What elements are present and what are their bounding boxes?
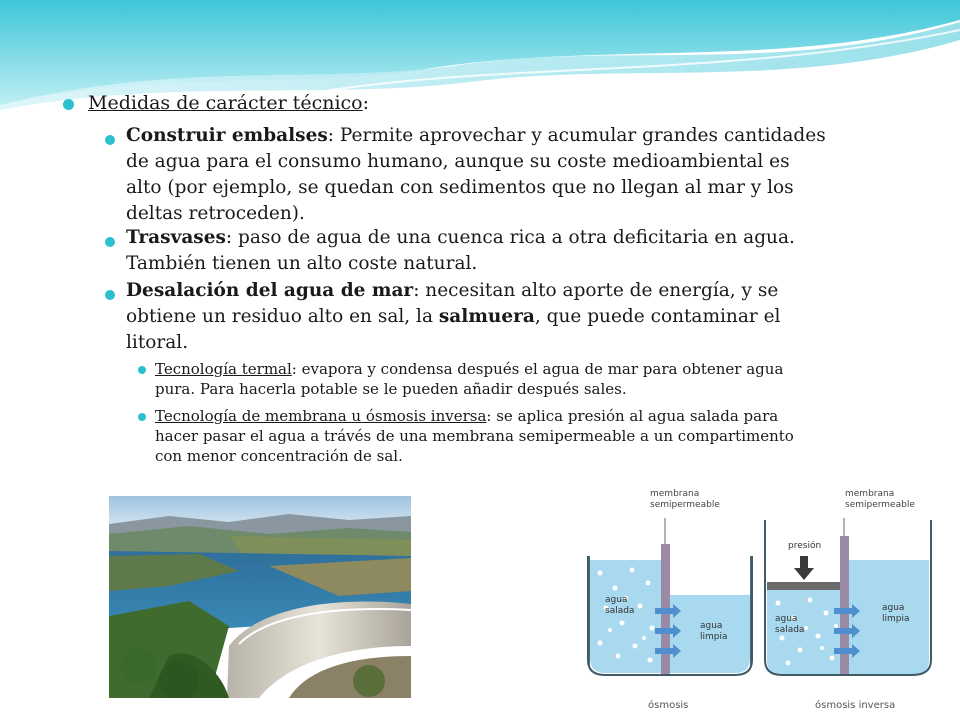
item-line: : paso de agua de una cuenca rica a otra deficitaria en agua. (225, 227, 795, 248)
caption-reverse-osmosis: ósmosis inversa (815, 700, 896, 711)
subitem-membrana (155, 406, 794, 466)
bullet-icon (105, 290, 115, 300)
heading-suffix: : (362, 92, 370, 114)
membrane-label: semipermeable (845, 500, 915, 510)
item-line: alto (por ejemplo, se quedan con sedimentos que no llegan al mar y los (126, 177, 794, 198)
salt-water-label: salada (605, 606, 635, 616)
salt-water-label: agua (775, 614, 798, 624)
clean-water-label: agua (882, 603, 905, 613)
bullet-icon (138, 366, 146, 374)
item-line: : necesitan alto aporte de energía, y se (413, 280, 779, 301)
membrane-label: membrana (845, 489, 895, 499)
salt-water-label: salada (775, 625, 805, 635)
slide-heading (88, 90, 369, 116)
caption-osmosis: ósmosis (648, 700, 689, 711)
bullet-icon (105, 237, 115, 247)
salmuera-term: salmuera (438, 306, 535, 327)
bullet-icon (105, 135, 115, 145)
membrane-label: membrana (650, 489, 700, 499)
osmosis-diagram (560, 478, 960, 720)
item-line: : Permite aprovechar y acumular grandes cantidades (327, 125, 826, 146)
item-line: de agua para el consumo humano, aunque su coste medioambiental es (126, 151, 790, 172)
item-embalses (126, 123, 826, 227)
item-title: Trasvases (126, 227, 226, 248)
subitem-line: : evapora y condensa después el agua de mar para obtener agua (291, 360, 784, 378)
dam-photo (109, 496, 411, 698)
item-line: También tienen un alto coste natural. (126, 253, 478, 274)
heading-text: Medidas de carácter técnico (88, 92, 363, 114)
item-line: obtiene un residuo alto en sal, la (126, 306, 439, 327)
clean-water-label: agua (700, 621, 723, 631)
item-title: Construir embalses (126, 125, 328, 146)
clean-water-label: limpia (882, 614, 910, 624)
salt-water-label: agua (605, 595, 628, 605)
item-line: , que puede contaminar el (534, 306, 781, 327)
membrane-label: semipermeable (650, 500, 720, 510)
item-trasvases (126, 225, 795, 277)
bullet-icon (63, 99, 74, 110)
subitem-title: Tecnología de membrana u ósmosis inversa (155, 407, 487, 425)
item-line: litoral. (126, 332, 189, 353)
item-desalacion (126, 278, 780, 356)
clean-water-label: limpia (700, 632, 728, 642)
subitem-termal (155, 359, 783, 399)
item-line: deltas retroceden). (126, 203, 305, 224)
subitem-line: : se aplica presión al agua salada para (486, 407, 779, 425)
subitem-line: pura. Para hacerla potable se le pueden añadir después sales. (155, 380, 627, 398)
subitem-line: con menor concentración de sal. (155, 447, 403, 465)
bullet-icon (138, 413, 146, 421)
pressure-label: presión (788, 541, 822, 551)
subitem-title: Tecnología termal (155, 360, 292, 378)
item-title: Desalación del agua de mar (126, 280, 414, 301)
subitem-line: hacer pasar el agua a trávés de una membrana semipermeable a un compartimento (155, 427, 794, 445)
